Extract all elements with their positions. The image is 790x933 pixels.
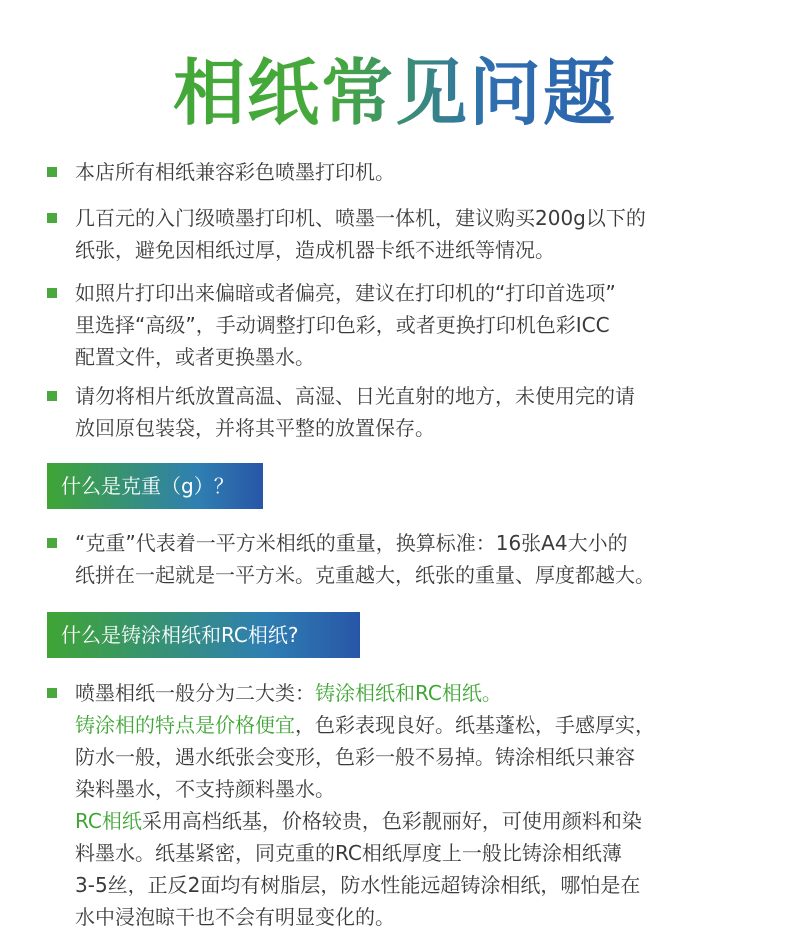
bullet-marker (47, 538, 57, 548)
faq-item-4 (75, 380, 775, 444)
intro-text: 喷墨相纸一般分为二大类： (75, 681, 315, 705)
rc-paper-line-4: 水中浸泡晾干也不会有明显变化的。 (75, 905, 395, 929)
bullet-marker (47, 688, 57, 698)
section-1-body (75, 527, 775, 591)
section-2-intro (75, 677, 775, 709)
bullet-marker (47, 167, 57, 177)
bullet-marker (47, 288, 57, 298)
cast-paper-line-1 (75, 709, 775, 741)
faq-item-1 (75, 156, 775, 188)
rc-paper-line-3: 3-5丝，正反2面均有树脂层，防水性能远超铸涂相纸，哪怕是在 (75, 873, 641, 897)
faq-item-3-line-1: 如照片打印出来偏暗或者偏亮，建议在打印机的“打印首选项” (75, 281, 616, 305)
rc-paper-line-2: 料墨水。纸基紧密，同克重的RC相纸厚度上一般比铸涂相纸薄 (75, 841, 622, 865)
faq-item-2-line-1: 几百元的入门级喷墨打印机、喷墨一体机，建议购买200g以下的 (75, 206, 646, 230)
faq-item-3-line-2: 里选择“高级”，手动调整打印色彩，或者更换打印机色彩ICC (75, 313, 610, 337)
section-1-line-1: “克重”代表着一平方米相纸的重量，换算标准：16张A4大小的 (75, 531, 628, 555)
page-title: 相纸常见问题 (0, 48, 790, 138)
faq-item-1-line-1: 本店所有相纸兼容彩色喷墨打印机。 (75, 160, 395, 184)
section-heading-gram-weight: 什么是克重（g）？ (47, 463, 263, 509)
faq-item-3-line-3: 配置文件，或者更换墨水。 (75, 345, 315, 369)
bullet-marker (47, 213, 57, 223)
cast-paper-highlight: 铸涂相的特点是价格便宜 (75, 713, 295, 737)
faq-item-2-line-2: 纸张，避免因相纸过厚，造成机器卡纸不进纸等情况。 (75, 238, 555, 262)
faq-item-3 (75, 277, 775, 373)
cast-paper-line-2: 防水一般，遇水纸张会变形，色彩一般不易掉。铸涂相纸只兼容 (75, 745, 635, 769)
faq-item-4-line-1: 请勿将相片纸放置高温、高湿、日光直射的地方，未使用完的请 (75, 384, 635, 408)
faq-item-2 (75, 202, 775, 266)
intro-highlight: 铸涂相纸和RC相纸。 (315, 681, 502, 705)
rc-paper-highlight: RC相纸 (75, 809, 142, 833)
rc-paper-line-1 (75, 805, 775, 837)
section-1-line-2: 纸拼在一起就是一平方米。克重越大，纸张的重量、厚度都越大。 (75, 563, 655, 587)
rc-paper-line-1-rest: 采用高档纸基，价格较贵，色彩靓丽好，可使用颜料和染 (141, 809, 642, 833)
faq-item-4-line-2: 放回原包装袋，并将其平整的放置保存。 (75, 416, 435, 440)
bullet-marker (47, 391, 57, 401)
cast-paper-line-3: 染料墨水，不支持颜料墨水。 (75, 777, 335, 801)
cast-paper-line-1-rest: ，色彩表现良好。纸基蓬松，手感厚实， (295, 713, 655, 737)
section-2-body (75, 677, 775, 933)
section-heading-paper-types: 什么是铸涂相纸和RC相纸? (47, 612, 360, 658)
